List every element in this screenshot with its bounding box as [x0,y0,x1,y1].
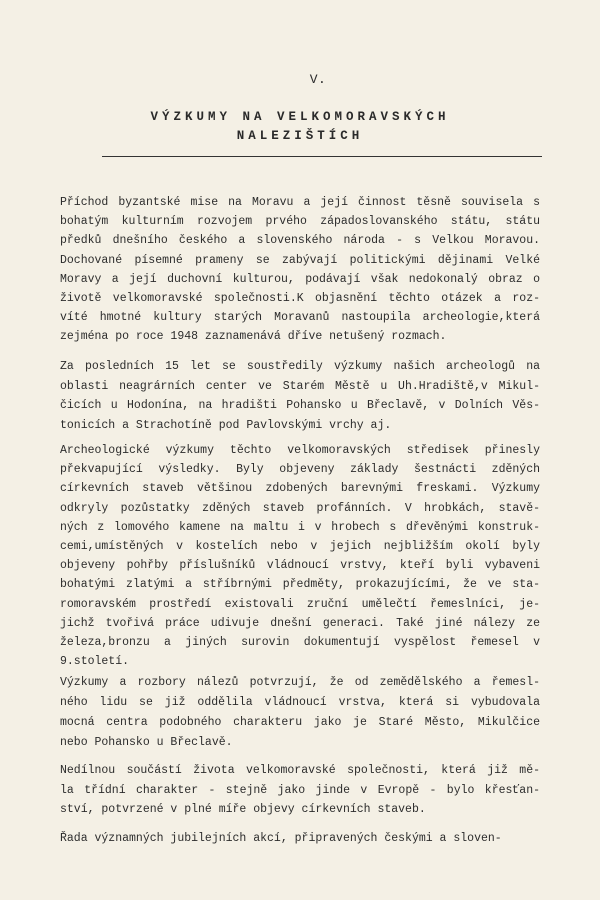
text-line: ství, potvrzené v plné míře objevy církevních staveb. [60,803,426,816]
text-line: ných z lomového kamene na maltu i v hrobech s dřevěnými konstruk- [60,520,540,534]
chapter-title-line-1: VÝZKUMY NA VELKOMORAVSKÝCH [150,110,450,124]
text-line: překvapující výsledky. Byly objeveny základy šestnácti zděných [60,463,540,477]
text-line: odkryly pozůstatky zděných staveb profánních. V hrobkách, stavě- [60,501,540,515]
text-line: Řada významných jubilejních akcí, připravených českými a sloven- [60,832,502,845]
text-line: církevních staveb většinou zdobených barevnými freskami. Výzkumy [60,482,540,496]
text-line: železa,bronzu a jiných surovin dokumentují vyspělost řemesel v [60,636,540,649]
text-line: Dochované písemné prameny se zabývají politickými dějinami Velké [60,253,540,267]
text-line: tonicích a Strachotíně pod Pavlovskými vrchy aj. [60,418,392,432]
chapter-title-line-2: NALEZIŠTÍCH [236,129,364,143]
text-line: životě velkomoravské společnosti.K objasnění těchto otázek a roz- [60,292,540,305]
text-line: Moravy a její duchovní kulturou, podávají však nedokonalý obraz o [60,272,540,286]
text-line: bohatými zlatými a stříbrnými předměty, prokazujícími, že ve sta- [60,578,540,592]
text-line: la třídní charakter - stejně jako jinde v Evropě - bylo křesťan- [60,783,540,797]
text-line: čicích u Hodonína, na hradišti Pohansko u Břeclavě, v Dolních Věs- [60,399,540,412]
text-line: Výzkumy a rozbory nálezů potvrzují, že od zemědělského a řemesl- [60,676,540,689]
text-line: cemi,umístěných v kostelích nebo v jejich nejbližším okolí byly [60,540,540,553]
text-line: víté hmotné kultury starých Moravanů nastoupila archeologie,která [60,311,540,325]
text-line: bohatým kulturním rozvojem prvého západoslovanského státu, státu [60,215,540,229]
text-line: Nedílnou součástí života velkomoravské společnosti, která již mě- [60,764,540,777]
text-line: Za posledních 15 let se soustředily výzkumy našich archeologů na [60,360,540,373]
text-line: nebo Pohansko u Břeclavě. [60,736,233,749]
chapter-number: V. [309,72,327,87]
text-line: Příchod byzantské mise na Moravu a její činnost těsně souvisela s [60,196,540,209]
text-line: 9.století. [60,655,130,669]
text-line: romoravském prostředí existovali zruční umělečtí řemeslníci, je- [60,597,540,611]
text-line: zejména po roce 1948 zaznamenává dříve netušený rozmach. [60,330,447,344]
text-line: ného lidu se již oddělila vládnoucí vrstva, která si vybudovala [60,696,540,709]
text-line: objeveny pohřby příslušníků vládnoucí vrstvy, kteří byli vybaveni [60,559,540,573]
text-line: mocná centra podobného charakteru jako je Staré Město, Mikulčice [60,716,540,729]
text-line: jichž tvořivá práce udivuje dnešní generaci. Také jiné nálezy ze [60,616,540,630]
text-line: předků dnešního českého a slovenského národa - s Velkou Moravou. [60,234,540,248]
text-line: oblasti neagrárních center ve Starém Městě u Uh.Hradiště,v Mikul- [60,379,540,393]
title-underline [102,156,542,157]
text-line: Archeologické výzkumy těchto velkomoravských středisek přinesly [60,444,540,457]
